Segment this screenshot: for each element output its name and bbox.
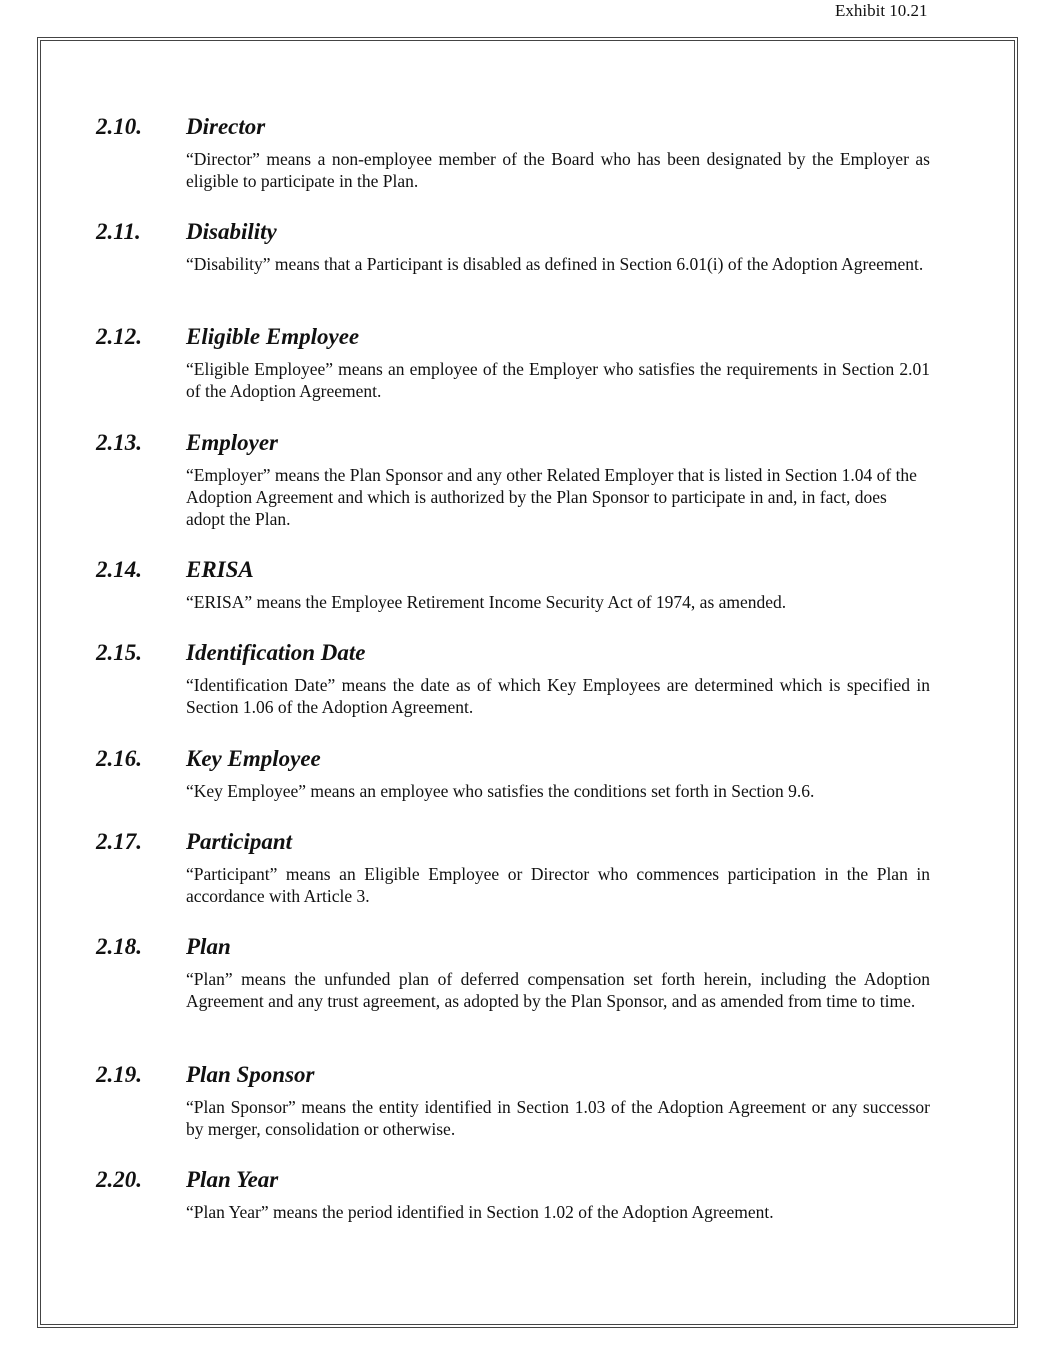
section-title: Plan Sponsor (186, 1062, 315, 1087)
section-number: 2.16. (96, 746, 142, 771)
section-number: 2.18. (96, 934, 142, 959)
section-2-17 (96, 828, 932, 907)
section-2-20 (96, 1166, 932, 1223)
section-title: Identification Date (186, 640, 366, 665)
section-text: “Eligible Employee” means an employee of the Employer who satisfies the requirements in Section 2.01 of the Adoption Agreement. (186, 359, 930, 401)
section-heading (96, 745, 932, 773)
section-number: 2.11. (96, 219, 141, 244)
section-title: Key Employee (186, 746, 321, 771)
section-2-18 (96, 933, 932, 1012)
section-heading (96, 1061, 932, 1089)
section-number: 2.15. (96, 640, 142, 665)
section-heading (96, 113, 932, 141)
section-heading (96, 429, 932, 457)
section-text: “Key Employee” means an employee who satisfies the conditions set forth in Section 9.6. (186, 781, 815, 801)
section-text: “Disability” means that a Participant is disabled as defined in Section 6.01(i) of the Adoption Agreement. (186, 254, 924, 274)
section-2-19 (96, 1061, 932, 1140)
section-heading (96, 556, 932, 584)
section-number: 2.19. (96, 1062, 142, 1087)
section-title: ERISA (186, 557, 254, 582)
section-2-16 (96, 745, 932, 802)
section-2-11 (96, 218, 932, 275)
exhibit-label: Exhibit 10.21 (835, 1, 928, 20)
section-number: 2.12. (96, 324, 142, 349)
section-number: 2.10. (96, 114, 142, 139)
section-text: “Plan Year” means the period identified in Section 1.02 of the Adoption Agreement. (186, 1202, 774, 1222)
section-heading (96, 639, 932, 667)
section-text: “ERISA” means the Employee Retirement Income Security Act of 1974, as amended. (186, 592, 787, 612)
section-heading (96, 323, 932, 351)
section-number: 2.13. (96, 430, 142, 455)
section-heading (96, 218, 932, 246)
section-title: Plan Year (186, 1167, 279, 1192)
section-2-15 (96, 639, 932, 718)
section-text: “Plan Sponsor” means the entity identified in Section 1.03 of the Adoption Agreement or any successor by merger, consolidation or otherwise. (186, 1097, 930, 1139)
section-title: Employer (186, 430, 278, 455)
section-2-14 (96, 556, 932, 613)
section-number: 2.20. (96, 1167, 142, 1192)
section-text: “Employer” means the Plan Sponsor and any other Related Employer that is listed in Section 1.04 of the Adoption Agreement and which is authorized by the Plan Sponsor to participate in and, in fact, does adopt the Plan. (186, 465, 917, 529)
section-title: Participant (186, 829, 293, 854)
section-2-10 (96, 113, 932, 192)
section-title: Disability (186, 219, 277, 244)
section-text: “Plan” means the unfunded plan of deferred compensation set forth herein, including the Adoption Agreement and any trust agreement, as adopted by the Plan Sponsor, and as amended from time to time. (186, 969, 930, 1011)
section-text: “Director” means a non-employee member of the Board who has been designated by the Employer as eligible to participate in the Plan. (186, 149, 930, 191)
section-heading (96, 828, 932, 856)
section-title: Director (186, 114, 266, 139)
section-number: 2.17. (96, 829, 142, 854)
section-2-13 (96, 429, 932, 530)
section-title: Plan (186, 934, 231, 959)
section-2-12 (96, 323, 932, 402)
section-text: “Identification Date” means the date as of which Key Employees are determined which is specified in Section 1.06 of the Adoption Agreement. (186, 675, 930, 717)
section-heading (96, 933, 932, 961)
section-number: 2.14. (96, 557, 142, 582)
section-title: Eligible Employee (186, 324, 360, 349)
section-heading (96, 1166, 932, 1194)
section-text: “Participant” means an Eligible Employee or Director who commences participation in the Plan in accordance with Article 3. (186, 864, 930, 906)
